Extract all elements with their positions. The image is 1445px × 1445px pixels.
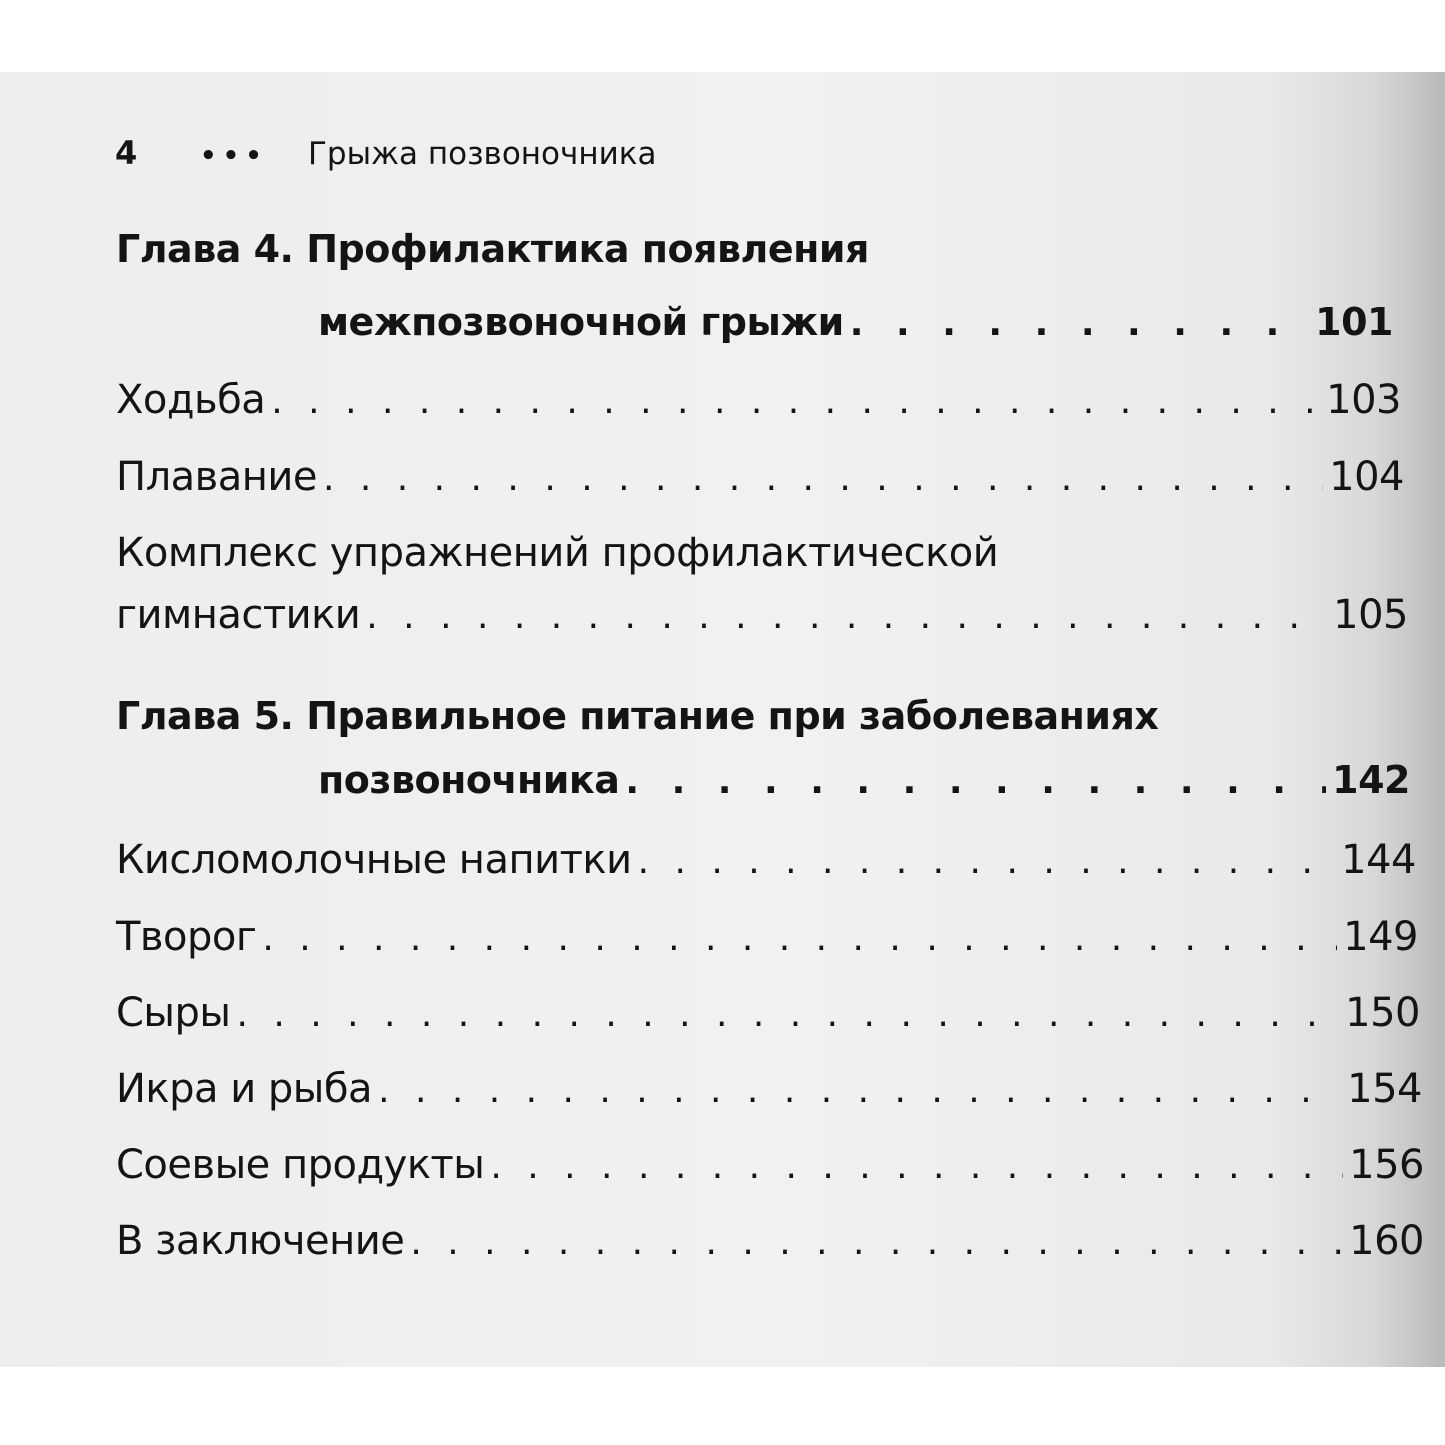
dot-leader: [638, 841, 1336, 882]
running-title: Грыжа позвоночника: [308, 136, 657, 172]
chapter-5-page: 142: [1332, 758, 1410, 802]
toc-entry-page: 103: [1326, 377, 1401, 423]
toc-entry-page: 154: [1347, 1066, 1422, 1112]
page-header: [115, 134, 656, 172]
dot-leader: [410, 1222, 1343, 1263]
toc-entry: [116, 1218, 1424, 1264]
toc-entry: [116, 377, 1401, 423]
toc-entry-page: 149: [1343, 914, 1418, 960]
book-page: [0, 72, 1445, 1367]
toc-entry-title: Икра и рыба: [116, 1066, 373, 1112]
dot-leader: [366, 596, 1327, 637]
dot-leader: [236, 994, 1339, 1035]
toc-entry-title-continued: гимнастики: [116, 592, 361, 638]
dot-leader: [262, 918, 1337, 959]
dot-leader: [850, 303, 1309, 344]
toc-entry: [116, 1066, 1422, 1112]
toc-entry-page: 156: [1349, 1142, 1424, 1188]
toc-entry: [116, 592, 1408, 638]
toc-entry-title: В заключение: [116, 1218, 405, 1264]
dot-leader: [378, 1070, 1341, 1111]
toc-entry-title: Творог: [116, 914, 257, 960]
toc-entry-title: Кисломолочные напитки: [116, 837, 632, 883]
chapter-4-page: 101: [1315, 300, 1393, 344]
chapter-4-title: Глава 4. Профилактика появления: [116, 227, 869, 271]
toc-entry: [116, 914, 1418, 960]
toc-entry-page: 150: [1345, 990, 1420, 1036]
chapter-5-entry: [318, 758, 1410, 802]
toc-entry-title: Комплекс упражнений профилактической: [116, 530, 999, 576]
page-number: 4: [115, 134, 138, 172]
toc-entry-page: 144: [1341, 837, 1416, 883]
dot-leader: [271, 381, 1320, 422]
chapter-5-title: Глава 5. Правильное питание при заболеваниях: [116, 694, 1159, 738]
toc-entry-title: Плавание: [116, 454, 317, 500]
chapter-5-subtitle: позвоночника: [318, 758, 620, 802]
toc-entry-title: Сыры: [116, 990, 231, 1036]
toc-entry-page: 105: [1333, 592, 1408, 638]
chapter-4-entry: [318, 300, 1393, 344]
header-separator: •••: [200, 141, 268, 171]
toc-entry-title: Ходьба: [116, 377, 266, 423]
toc-entry-title: Соевые продукты: [116, 1142, 485, 1188]
toc-entry-line1: [116, 530, 1216, 576]
dot-leader: [490, 1146, 1343, 1187]
toc-entry: [116, 990, 1420, 1036]
toc-entry: [116, 454, 1404, 500]
toc-entry: [116, 1142, 1424, 1188]
chapter-4-subtitle: межпозвоночной грыжи: [318, 300, 844, 344]
dot-leader: [323, 458, 1323, 499]
toc-entry-page: 104: [1329, 454, 1404, 500]
toc-entry: [116, 837, 1416, 883]
toc-entry-page: 160: [1349, 1218, 1424, 1264]
dot-leader: [625, 761, 1326, 802]
